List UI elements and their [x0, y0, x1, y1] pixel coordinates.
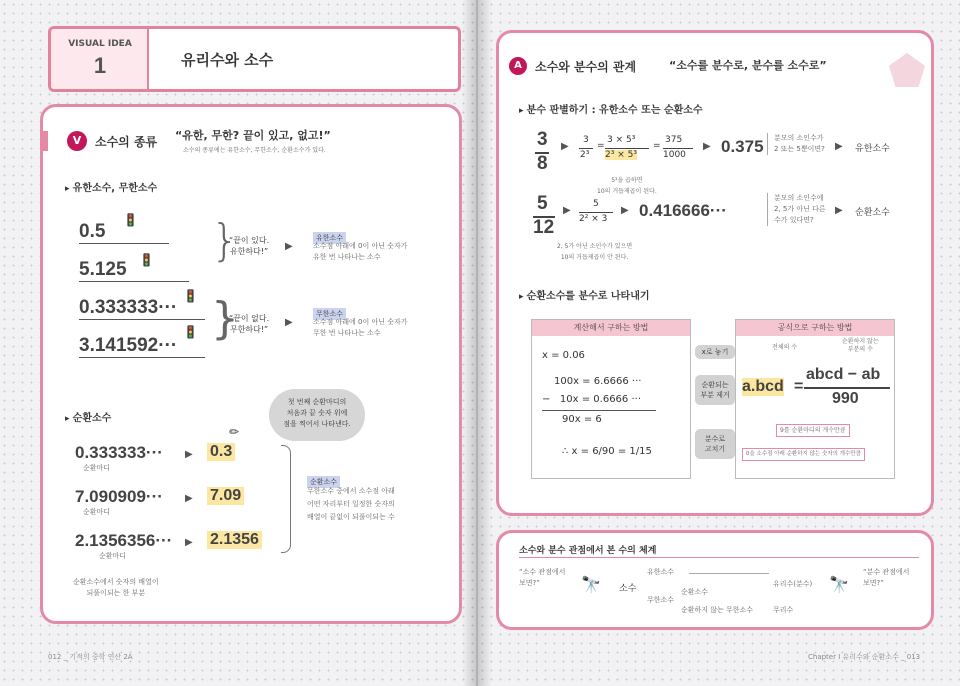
number-0-333333: 0.333333··· — [79, 297, 205, 320]
pentagon-decoration — [889, 53, 925, 87]
rep-number-2: 7.090909··· — [75, 487, 163, 506]
decimal-types-box: V 소수의 종류 “유한, 무한? 끝이 있고, 없고!” 소수의 종류에는 유한소수, 무한소수, 순환소수가 있다. ▸ 유한소수, 무한소수 0.5 5.125 🚦 🚦 } “끝이 있다. 유한하다!” ▶ 유한소수 소수점 아래에 0이 아닌 숫자가 유한 번 나타나는 소수 0.333333··· 3.141592··· 🚦 🚦 } “끝이 없다. 무한하다!” ▶ 무한소수 소수점 아래에 0이 아닌 숫자가 무한 번 나타나는 소수 ▸ 순환소수 첫 번째 순환마디의 처음과 끝 숫자 위에 점을 찍어서 나타낸다. ✏ 0.333333··· 순환마디 7.090909··· 순환마디 2.1356356··· 순환마디 순환소수에서 숫자의 배열이 되풀이되는 한 부분 ▶ ▶ ▶ 0.3 7.09 2.1356 순환소수 무한소수 중에서 소수점 아래 어떤 자리부터 일정한 숫자의 배열이 끝없이 되풀이되는 수 — [40, 104, 462, 624]
f1-step-num: 3 — [583, 135, 589, 145]
system-irrational: 무리수 — [773, 606, 794, 614]
visual-idea-label: VISUAL IDEA — [68, 39, 132, 49]
brace-repeating — [281, 445, 291, 553]
section-quote-a: “소수를 분수로, 분수를 소수로” — [669, 59, 827, 72]
f2-note: 2, 5가 아닌 소인수가 있으면 10의 거듭제곱이 안 된다. — [557, 243, 633, 261]
f1-dec-den: 1000 — [663, 150, 686, 160]
brace-finite: } — [211, 215, 239, 266]
system-soso: 소수 — [619, 584, 637, 594]
bubble-finite: “끝이 있다. 유한하다!” — [229, 236, 270, 256]
number-0-5: 0.5 — [79, 221, 169, 244]
desc-repeating: 무한소수 중에서 소수점 아래 어떤 자리부터 일정한 숫자의 배열이 끝없이 되풀이되는 수 — [307, 487, 395, 521]
brace-infinite: } — [211, 293, 239, 344]
a-badge: A — [509, 57, 527, 75]
f1-den: 8 — [537, 153, 548, 174]
traffic-light-icon: 🚦 — [139, 253, 154, 267]
number-system-box — [496, 530, 934, 630]
tag-repeating: 순환소수 — [307, 476, 340, 488]
subsection-repeating: ▸ 순환소수 — [65, 409, 111, 424]
page-footer-right: Chapter Ⅰ 유리수와 순환소수 _ 013 — [808, 653, 921, 661]
desc-finite: 소수점 아래에 0이 아닌 숫자가 유한 번 나타나는 소수 — [313, 242, 408, 261]
desc-infinite: 소수점 아래에 0이 아닌 숫자가 무한 번 나타나는 소수 — [313, 318, 408, 337]
calc-line-5: ∴ x = 6/90 = 1/15 — [562, 446, 652, 457]
section-title-a: 소수와 분수의 관계 — [535, 60, 637, 74]
page-title: 유리수와 소수 — [181, 51, 274, 69]
calc-method-panel — [531, 319, 691, 479]
subsection-convert: ▸ 순환소수를 분수로 나타내기 — [519, 287, 650, 302]
formula-note-2: 0을 소수점 아래 순환하지 않는 숫자의 개수만큼 — [742, 448, 865, 461]
f1-note: 5³을 곱하면 10의 거듭제곱이 된다. — [597, 177, 657, 195]
calc-line-3: − 10x = 0.6666 ··· — [542, 394, 641, 405]
visual-idea-number: 1 — [93, 53, 107, 78]
tag-infinite: 무한소수 — [313, 308, 346, 320]
cycle-note: 순환소수에서 숫자의 배열이 되풀이되는 한 부분 — [73, 578, 159, 597]
rep-result-2: 7.09 — [207, 487, 244, 505]
system-nonrepeating: 순환하지 않는 무한소수 — [681, 606, 754, 614]
book-gutter — [462, 0, 492, 686]
traffic-light-icon: 🚦 — [123, 213, 138, 227]
subsection-finite-infinite: ▸ 유한소수, 무한소수 — [65, 179, 157, 194]
decimal-fraction-box: A 소수와 분수의 관계 “소수를 분수로, 분수를 소수로” ▸ 분수 판별하기 : 유한소수 또는 순환소수 3 8 ▶ 3 2³ = 3 × 5³ 2³ × 5³ = 375 1000 ▶ 0.375 분모의 소인수가 2 또는 5뿐이면? ▶ 유한소수 5³을 곱하면 10의 거듭제곱이 된다. 5 12 ▶ 5 2² × 3 ▶ 0.416666··· 분모의 소인수에 2, 5가 아닌 다른 수가 있다면? ▶ 순환소수 2, 5가 아닌 소인수가 있으면 10의 거듭제곱이 안 된다. ▸ 순환소수를 분수로 나타내기 계산해서 구하는 방법 x = 0.06 100x = 6.6666 ··· − 10x = 0.6666 ··· 90x = 6 ∴ x = 6/90 = 1/15 x로 놓기 순환되는 부분 제거 분수로 고치기 공식으로 구하는 방법 전체의 수 순환하지 않는 부분의 수 a.bcd = abcd − ab 990 9를 순환마디의 개수만큼 0을 소수점 아래 순환하지 않는 숫자의 개수만큼 — [496, 30, 934, 516]
calc-line-2: 100x = 6.6666 ··· — [554, 376, 642, 387]
calc-bubble-1: x로 놓기 — [695, 345, 735, 359]
rep-result-1: 0.3 — [207, 443, 235, 461]
page-footer-left: 012 _ 기적의 중학 연산 2A — [48, 653, 133, 661]
formula-method-panel: 공식으로 구하는 방법 전체의 수 순환하지 않는 부분의 수 a.bcd = abcd − ab 990 9를 순환마디의 개수만큼 0을 소수점 아래 순환하지 않는 숫자의 개수만큼 — [735, 319, 895, 479]
system-rational: 유리수(분수) — [773, 580, 813, 588]
v-badge: V — [67, 131, 87, 151]
telescope-icon: 🔭 — [829, 575, 849, 594]
calc-line-1: x = 0.06 — [542, 350, 585, 361]
rep-result-3: 2.1356 — [207, 531, 262, 549]
number-3-141592: 3.141592··· — [79, 335, 205, 358]
rep-number-1: 0.333333··· — [75, 443, 163, 462]
formula-note-1: 9를 순환마디의 개수만큼 — [776, 424, 850, 437]
visual-idea-banner — [48, 26, 461, 92]
f1-mul-num: 3 × 5³ — [607, 135, 636, 145]
bubble-infinite: “끝이 없다. 무한하다!” — [229, 314, 270, 334]
calc-bubble-2: 순환되는 부분 제거 — [695, 375, 735, 405]
f1-kind: 유한소수 — [855, 144, 890, 154]
tag-finite: 유한소수 — [313, 232, 346, 244]
formula-top-2: 순환하지 않는 부분의 수 — [842, 338, 879, 353]
rep-number-3: 2.1356356··· — [75, 531, 173, 550]
f1-question: 분모의 소인수가 2 또는 5뿐이면? — [767, 133, 825, 155]
f1-num: 3 — [537, 129, 548, 150]
f2-step-num: 5 — [593, 199, 599, 209]
traffic-light-icon: 🚦 — [183, 325, 198, 339]
telescope-icon: 🔭 — [581, 575, 601, 594]
f1-dec-num: 375 — [665, 135, 683, 145]
right-page — [478, 0, 960, 686]
f1-result: 0.375 — [721, 137, 764, 156]
traffic-light-icon: 🚦 — [183, 289, 198, 303]
formula-top-1: 전체의 수 — [772, 344, 798, 351]
section-subtitle: 소수의 종류에는 유한소수, 무한소수, 순환소수가 있다. — [183, 147, 326, 154]
system-title: 소수와 분수 관점에서 본 수의 체계 — [519, 546, 657, 556]
speech-bubble: 첫 번째 순환마디의 처음과 끝 숫자 위에 점을 찍어서 나타낸다. — [269, 389, 365, 441]
formula-lhs: a.bcd — [742, 378, 784, 395]
calc-line-4: 90x = 6 — [562, 414, 602, 425]
system-repeating: 순환소수 — [681, 588, 709, 596]
system-finite: 유한소수 — [647, 568, 675, 576]
system-infinite: 무한소수 — [647, 596, 675, 604]
formula-den: 990 — [832, 390, 859, 407]
subsection-judge: ▸ 분수 판별하기 : 유한소수 또는 순환소수 — [519, 101, 703, 116]
number-5-125: 5.125 — [79, 259, 189, 282]
f2-kind: 순환소수 — [855, 208, 890, 218]
f2-step-den: 2² × 3 — [579, 214, 608, 224]
system-quote-right: “분수 관점에서 보면?” — [863, 568, 910, 587]
section-quote: “유한, 무한? 끝이 있고, 없고!” — [175, 129, 331, 142]
calc-bubble-3: 분수로 고치기 — [695, 429, 735, 459]
pencil-icon: ✏ — [229, 425, 240, 439]
formula-num: abcd − ab — [806, 366, 881, 383]
f1-step-den: 2³ — [580, 150, 590, 160]
left-page — [0, 0, 476, 686]
cycle-label-1: 순환마디 — [83, 464, 111, 472]
formula-header: 공식으로 구하는 방법 — [736, 320, 894, 336]
f2-result: 0.416666··· — [639, 201, 727, 220]
section-title: 소수의 종류 — [95, 135, 158, 149]
f1-mul-den: 2³ × 5³ — [605, 150, 637, 160]
f2-den: 12 — [533, 217, 555, 238]
cycle-label-2: 순환마디 — [83, 508, 111, 516]
calc-header: 계산해서 구하는 방법 — [532, 320, 690, 336]
system-quote-left: “소수 관점에서 보면?” — [519, 568, 566, 587]
f2-num: 5 — [537, 193, 548, 214]
f2-question: 분모의 소인수에 2, 5가 아닌 다른 수가 있다면? — [767, 193, 826, 226]
cycle-label-3: 순환마디 — [99, 552, 127, 560]
